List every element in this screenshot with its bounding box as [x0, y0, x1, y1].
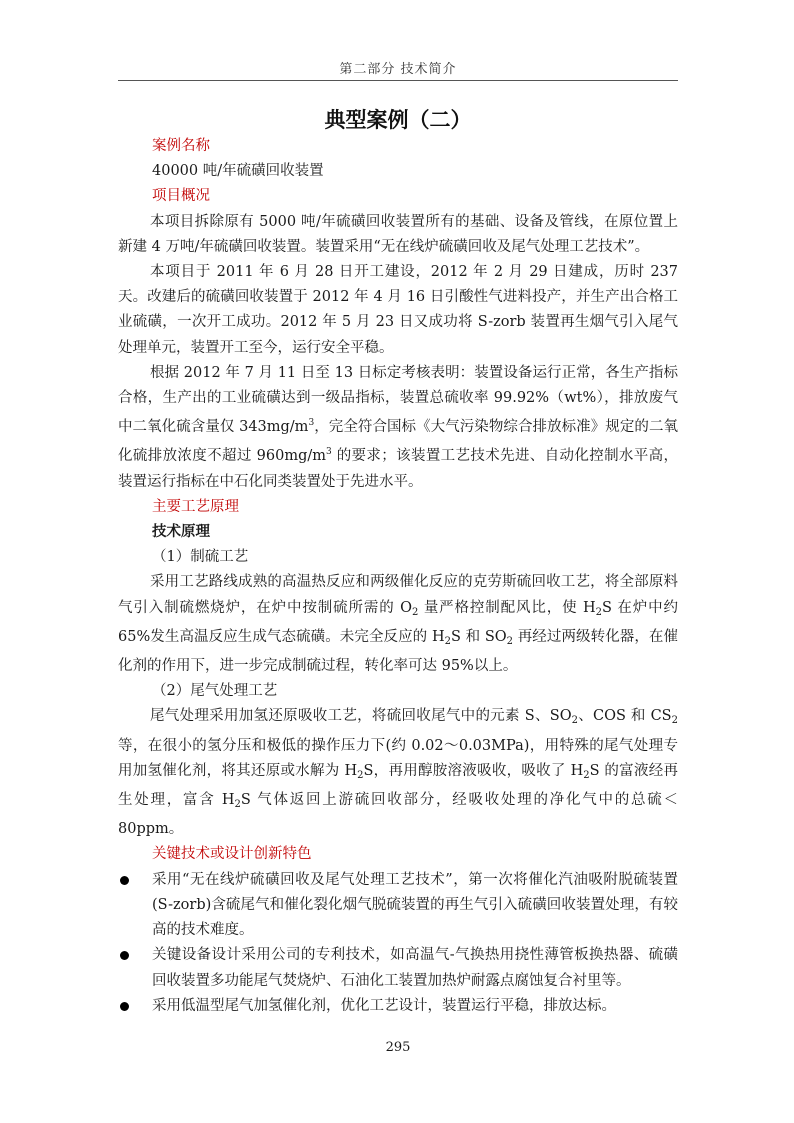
- subscript: 2: [583, 769, 590, 781]
- subscript: 2: [571, 715, 578, 727]
- document-body: [118, 134, 678, 1019]
- list-item-text: 采用低温型尾气加氢催化剂，优化工艺设计，装置运行平稳，排放达标。: [152, 997, 616, 1014]
- subscript: 2: [357, 769, 364, 781]
- list-item: [118, 943, 678, 993]
- subscript: 2: [671, 715, 678, 727]
- page-title: 典型案例（二）: [324, 108, 472, 132]
- process-item2-paragraph: [118, 704, 678, 842]
- process-item1-paragraph: [118, 570, 678, 679]
- list-item-text: 关键设备设计采用公司的专利技术，如高温气-气换热用挠性薄管板换热器、硫磺回收装置多功能尾气焚烧炉、石油化工装置加热炉耐露点腐蚀复合衬里等。: [152, 947, 678, 989]
- case-name-heading: 案例名称: [152, 138, 210, 154]
- text-run: 尾气处理采用加氢还原吸收工艺，将硫回收尾气中的元素 S、SO: [150, 708, 572, 725]
- text-run: 再经过两级转化器，在催化剂的作用下，进一步完成制硫过程，转化率可达 95%以上。: [118, 628, 678, 675]
- header-rule: [118, 80, 678, 81]
- bullet-icon: [120, 876, 129, 885]
- process-heading: 主要工艺原理: [152, 498, 239, 515]
- bullet-icon: [120, 951, 129, 960]
- process-item2-title: （2）尾气处理工艺: [152, 683, 278, 700]
- page-number: 295: [385, 1040, 411, 1055]
- subscript: 2: [444, 635, 451, 647]
- subscript: 2: [234, 799, 241, 811]
- features-heading: 关键技术或设计创新特色: [152, 846, 312, 863]
- superscript: 3: [326, 447, 332, 458]
- process-subheading: 技术原理: [152, 524, 210, 541]
- text-run: 等，在很小的氢分压和极低的操作压力下(约 0.02～0.03MPa)，用特殊的尾气处理专用加氢催化剂，将其还原或水解为 H: [118, 737, 678, 779]
- overview-heading: 项目概况: [152, 188, 210, 205]
- case-name-value: 40000 吨/年硫磺回收装置: [152, 163, 324, 180]
- list-item: [118, 994, 678, 1019]
- text-run: 采用工艺路线成熟的高温热反应和两级催化反应的克劳斯硫回收工艺，将全部原料气引入制硫燃烧炉，在炉中按制硫所需的 O: [118, 574, 678, 616]
- list-item-text: 采用“无在线炉硫磺回收及尾气处理工艺技术”，第一次将催化汽油吸附脱硫装置(S-zorb)含硫尾气和催化裂化烟气脱硫装置的再生气引入硫磺回收装置处理，有较高的技术难度。: [152, 871, 678, 939]
- overview-p3-text-a: 根据 2012 年 7 月 11 日至 13 日标定考核表明：装置设备运行正常，各生产指标合格，生产出的工业硫磺达到一级品指标，装置总硫收率 99.92%（wt%），排放废气中二氧化硫含量仅 343mg/m: [118, 364, 678, 436]
- text-run: S 和 SO: [450, 628, 507, 645]
- bullet-icon: [120, 1002, 129, 1011]
- overview-p3-text-b: ，完全符合国标《大气污染物综合排放标准》规定的二氧化硫排放浓度不超过 960mg/m: [118, 419, 679, 465]
- text-run: S 在炉中约 65%发生高温反应生成气态硫磺。未完全反应的 H: [118, 599, 678, 645]
- overview-p3-text-c: 的要求；该装置工艺技术先进、自动化控制水平高，装置运行指标在中石化同类装置处于先进水平。: [118, 448, 678, 490]
- subscript: 2: [595, 606, 602, 618]
- text-run: S，再用醇胺溶液吸收，吸收了 H: [363, 762, 584, 779]
- text-run: S 气体返回上游硫回收部分，经吸收处理的净化气中的总硫＜80ppm。: [118, 792, 678, 838]
- process-item1-title: （1）制硫工艺: [152, 549, 249, 566]
- text-run: 量严格控制配风比，使 H: [418, 599, 596, 616]
- overview-paragraph-2: 本项目于 2011 年 6 月 28 日开工建设，2012 年 2 月 29 日建成，历时 237 天。改建后的硫磺回收装置于 2012 年 4 月 16 日引酸性气进料投产，并生产出合格工业硫磺，一次开工成功。2012 年 5 月 23 日又成功将 S-zorb 装置再生烟气引入尾气处理单元，装置开工至今，运行安全平稳。: [118, 264, 678, 356]
- text-run: S 的富液经再生处理，富含 H: [118, 762, 678, 809]
- page-header: 第二部分 技术简介: [339, 62, 457, 77]
- superscript: 3: [308, 418, 315, 429]
- overview-paragraph-3: [118, 361, 678, 495]
- list-item: [118, 868, 678, 944]
- subscript: 2: [506, 635, 514, 647]
- features-list: [118, 868, 678, 1019]
- subscript: 2: [411, 606, 419, 618]
- text-run: 、COS 和 CS: [577, 708, 672, 725]
- overview-paragraph-1: 本项目拆除原有 5000 吨/年硫磺回收装置所有的基础、设备及管线，在原位置上新建 4 万吨/年硫磺回收装置。装置采用“无在线炉硫磺回收及尾气处理工艺技术”。: [118, 213, 678, 255]
